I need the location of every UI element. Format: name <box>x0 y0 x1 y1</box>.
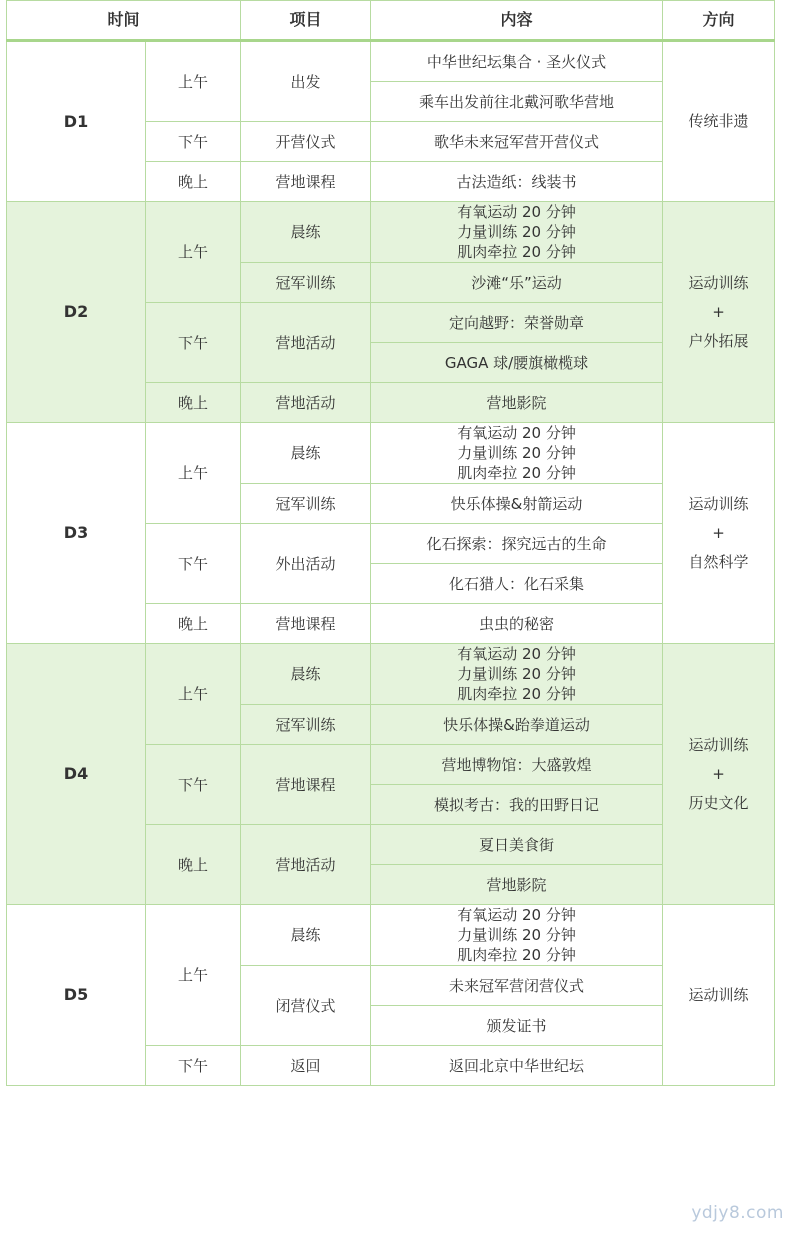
day-group-d2 <box>7 202 775 423</box>
day-label: D4 <box>7 644 146 905</box>
day-label: D2 <box>7 202 146 423</box>
content-cell: 未来冠军营闭营仪式 <box>371 966 663 1006</box>
content-cell: 定向越野：荣誉勋章 <box>371 303 663 343</box>
direction-line: 传统非遗 <box>688 112 749 130</box>
content-cell: 模拟考古：我的田野日记 <box>371 785 663 825</box>
content-cell: 化石猎人：化石采集 <box>371 564 663 604</box>
day-group-d1 <box>7 41 775 202</box>
direction-cell <box>663 423 775 644</box>
content-cell: GAGA 球/腰旗橄榄球 <box>371 343 663 383</box>
content-line: 肌肉牵拉 20 分钟 <box>457 243 576 261</box>
header-item: 项目 <box>241 1 371 41</box>
content-line: 有氧运动 20 分钟 <box>457 203 576 221</box>
item-cell: 晨练 <box>241 905 371 966</box>
day-group-d4 <box>7 644 775 905</box>
direction-cell <box>663 905 775 1086</box>
header-time: 时间 <box>7 1 241 41</box>
direction-cell <box>663 41 775 202</box>
content-cell: 快乐体操&跆拳道运动 <box>371 705 663 745</box>
content-line: 肌肉牵拉 20 分钟 <box>457 685 576 703</box>
item-cell: 冠军训练 <box>241 705 371 745</box>
period-cell: 上午 <box>146 41 241 122</box>
content-cell: 歌华未来冠军营开营仪式 <box>371 122 663 162</box>
table-row <box>7 202 775 263</box>
period-cell: 上午 <box>146 423 241 524</box>
content-cell <box>371 644 663 705</box>
content-cell: 营地影院 <box>371 383 663 423</box>
content-cell: 乘车出发前往北戴河歌华营地 <box>371 82 663 122</box>
content-cell <box>371 905 663 966</box>
content-line: 有氧运动 20 分钟 <box>457 645 576 663</box>
table-row <box>7 423 775 484</box>
schedule-table <box>6 0 775 1086</box>
day-label: D3 <box>7 423 146 644</box>
day-label: D1 <box>7 41 146 202</box>
content-cell: 沙滩“乐”运动 <box>371 263 663 303</box>
content-line: 有氧运动 20 分钟 <box>457 906 576 924</box>
content-line: 力量训练 20 分钟 <box>457 444 576 462</box>
direction-line: 运动训练 <box>688 494 749 513</box>
header-content: 内容 <box>371 1 663 41</box>
period-cell: 晚上 <box>146 162 241 202</box>
item-cell: 营地课程 <box>241 745 371 825</box>
day-group-d3 <box>7 423 775 644</box>
direction-line: 运动训练 <box>688 735 749 754</box>
item-cell: 营地课程 <box>241 162 371 202</box>
content-line: 力量训练 20 分钟 <box>457 665 576 683</box>
item-cell: 晨练 <box>241 644 371 705</box>
item-cell: 冠军训练 <box>241 484 371 524</box>
direction-line: 自然科学 <box>688 552 749 571</box>
item-cell: 出发 <box>241 41 371 122</box>
item-cell: 营地课程 <box>241 604 371 644</box>
period-cell: 晚上 <box>146 825 241 905</box>
period-cell: 下午 <box>146 745 241 825</box>
direction-line: 户外拓展 <box>688 331 749 350</box>
period-cell: 下午 <box>146 1046 241 1086</box>
period-cell: 下午 <box>146 122 241 162</box>
direction-line: + <box>712 523 725 542</box>
item-cell: 营地活动 <box>241 825 371 905</box>
content-cell: 古法造纸：线装书 <box>371 162 663 202</box>
period-cell: 晚上 <box>146 604 241 644</box>
item-cell: 晨练 <box>241 202 371 263</box>
header-direction: 方向 <box>663 1 775 41</box>
item-cell: 晨练 <box>241 423 371 484</box>
content-cell: 返回北京中华世纪坛 <box>371 1046 663 1086</box>
content-cell: 夏日美食街 <box>371 825 663 865</box>
item-cell: 外出活动 <box>241 524 371 604</box>
content-line: 肌肉牵拉 20 分钟 <box>457 464 576 482</box>
content-cell: 中华世纪坛集合 · 圣火仪式 <box>371 41 663 82</box>
item-cell: 闭营仪式 <box>241 966 371 1046</box>
day-label: D5 <box>7 905 146 1086</box>
table-row <box>7 905 775 966</box>
content-cell: 化石探索：探究远古的生命 <box>371 524 663 564</box>
content-line: 肌肉牵拉 20 分钟 <box>457 946 576 964</box>
direction-cell <box>663 644 775 905</box>
content-line: 力量训练 20 分钟 <box>457 926 576 944</box>
period-cell: 上午 <box>146 905 241 1046</box>
content-line: 有氧运动 20 分钟 <box>457 424 576 442</box>
content-cell: 快乐体操&射箭运动 <box>371 484 663 524</box>
period-cell: 晚上 <box>146 383 241 423</box>
day-group-d5 <box>7 905 775 1086</box>
period-cell: 下午 <box>146 303 241 383</box>
watermark: ydjy8.com <box>691 1203 784 1223</box>
direction-line: 运动训练 <box>688 985 749 1004</box>
item-cell: 返回 <box>241 1046 371 1086</box>
direction-line: 运动训练 <box>688 273 749 292</box>
period-cell: 上午 <box>146 202 241 303</box>
period-cell: 上午 <box>146 644 241 745</box>
direction-cell <box>663 202 775 423</box>
header-row <box>7 1 775 41</box>
item-cell: 营地活动 <box>241 383 371 423</box>
item-cell: 营地活动 <box>241 303 371 383</box>
content-cell: 营地影院 <box>371 865 663 905</box>
item-cell: 开营仪式 <box>241 122 371 162</box>
item-cell: 冠军训练 <box>241 263 371 303</box>
content-cell: 颁发证书 <box>371 1006 663 1046</box>
table-row <box>7 41 775 82</box>
content-cell: 虫虫的秘密 <box>371 604 663 644</box>
content-line: 力量训练 20 分钟 <box>457 223 576 241</box>
direction-line: 历史文化 <box>688 793 749 812</box>
direction-line: + <box>712 302 725 321</box>
content-cell <box>371 202 663 263</box>
direction-line: + <box>712 764 725 783</box>
period-cell: 下午 <box>146 524 241 604</box>
content-cell: 营地博物馆：大盛敦煌 <box>371 745 663 785</box>
content-cell <box>371 423 663 484</box>
table-row <box>7 644 775 705</box>
